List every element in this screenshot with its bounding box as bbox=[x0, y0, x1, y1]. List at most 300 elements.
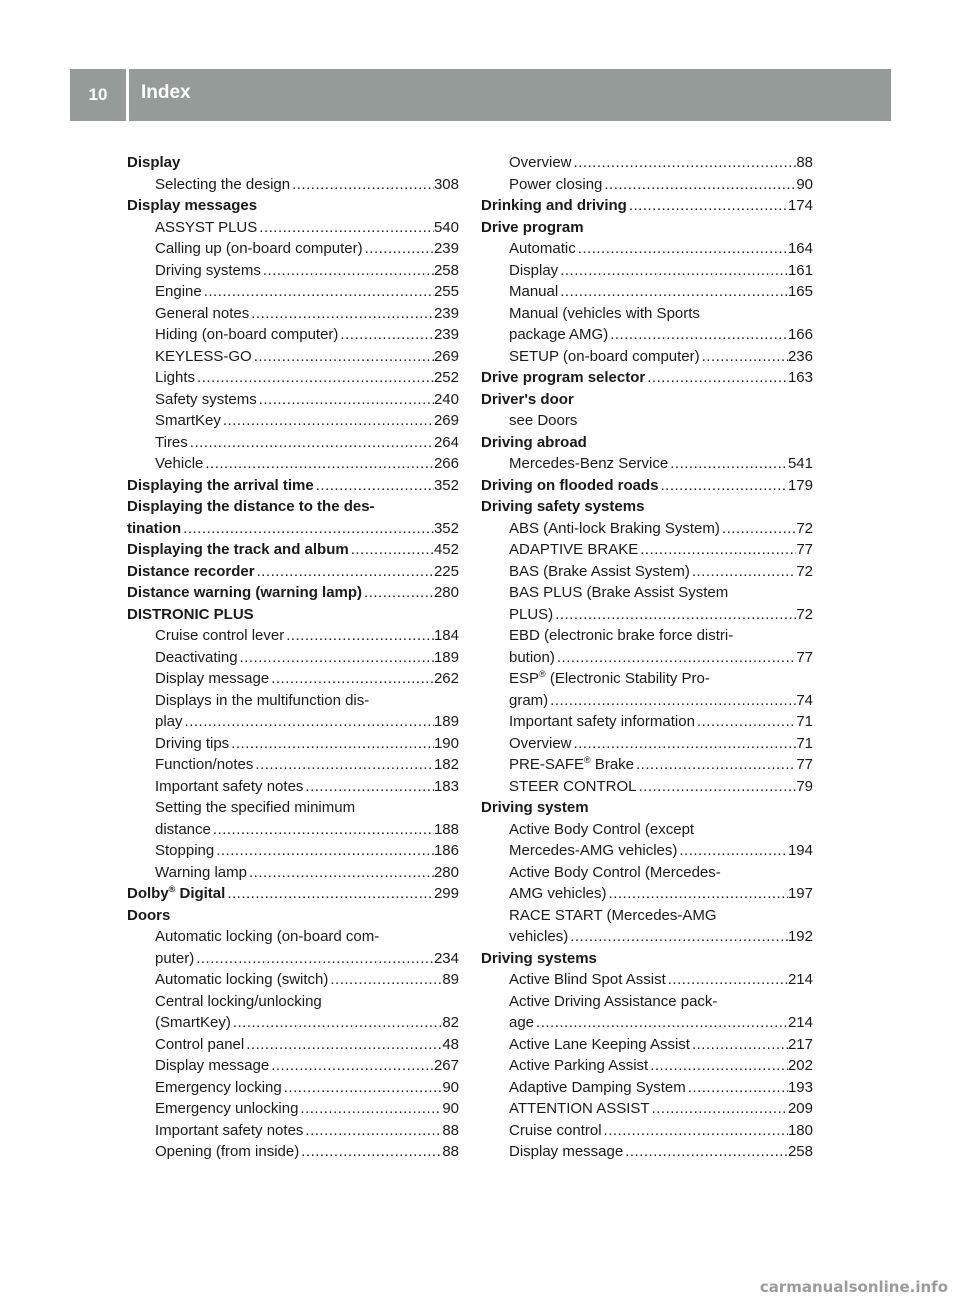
entry-label: Central locking/unlocking bbox=[155, 992, 322, 1010]
entry-label: tination bbox=[127, 519, 182, 537]
index-entry bbox=[481, 905, 813, 927]
entry-label: PLUS) bbox=[509, 605, 554, 623]
entry-text bbox=[509, 754, 634, 776]
entry-label: Mercedes-AMG vehicles) bbox=[509, 842, 678, 859]
dot-leader bbox=[572, 733, 797, 755]
entry-text bbox=[509, 840, 677, 862]
entry-text bbox=[509, 819, 694, 841]
entry-text bbox=[509, 238, 576, 260]
dot-leader bbox=[634, 754, 796, 776]
entry-text bbox=[481, 432, 587, 454]
entry-label: vehicles) bbox=[509, 928, 569, 945]
entry-label-suffix: Brake bbox=[590, 756, 635, 773]
entry-text bbox=[155, 324, 338, 346]
index-entry bbox=[481, 754, 813, 776]
entry-text bbox=[155, 840, 214, 862]
watermark: carmanualsonline.info bbox=[759, 1278, 948, 1296]
dot-leader bbox=[362, 582, 434, 604]
page-reference: 194 bbox=[787, 842, 813, 859]
page-reference: 280 bbox=[433, 863, 459, 881]
entry-label: Cruise control lever bbox=[155, 627, 285, 644]
page-reference: 352 bbox=[433, 519, 459, 537]
index-entry bbox=[481, 776, 813, 798]
page-reference: 90 bbox=[796, 175, 813, 193]
page-reference: 163 bbox=[787, 369, 813, 386]
index-entry bbox=[481, 969, 813, 991]
page-reference: 192 bbox=[787, 928, 813, 945]
entry-label: Emergency unlocking bbox=[155, 1100, 299, 1117]
page-reference: 197 bbox=[787, 885, 813, 902]
index-entry bbox=[481, 410, 813, 432]
index-entry bbox=[127, 905, 459, 927]
index-entry bbox=[481, 303, 813, 325]
page-reference: 72 bbox=[796, 605, 813, 623]
page-reference: 258 bbox=[787, 1143, 813, 1160]
index-entry bbox=[481, 453, 813, 475]
entry-label: Important safety notes bbox=[155, 777, 304, 795]
registered-mark: ® bbox=[584, 755, 591, 765]
index-entry bbox=[481, 797, 813, 819]
entry-label: Distance warning (warning lamp) bbox=[127, 584, 363, 601]
entry-label: Cruise control bbox=[509, 1121, 602, 1139]
entry-text bbox=[509, 410, 577, 432]
entry-label: Doors bbox=[127, 906, 171, 924]
index-entry bbox=[127, 926, 459, 948]
dot-leader bbox=[247, 862, 434, 884]
dot-leader bbox=[194, 948, 434, 970]
index-entry bbox=[481, 1120, 813, 1142]
index-entry bbox=[127, 303, 459, 325]
dot-leader bbox=[298, 1098, 442, 1120]
index-entry bbox=[481, 367, 813, 389]
entry-label: Active Parking Assist bbox=[509, 1057, 649, 1074]
entry-label: Warning lamp bbox=[155, 863, 247, 881]
dot-leader bbox=[720, 518, 796, 540]
entry-label: Display message bbox=[509, 1143, 624, 1160]
index-entry bbox=[127, 152, 459, 174]
entry-label: Adaptive Damping System bbox=[509, 1078, 686, 1096]
dot-leader bbox=[568, 926, 788, 948]
index-entry bbox=[481, 174, 813, 196]
entry-label: Automatic locking (on-board com- bbox=[155, 928, 380, 945]
dot-leader bbox=[700, 346, 788, 368]
index-entry bbox=[127, 1098, 459, 1120]
dot-leader bbox=[257, 217, 434, 239]
entry-text bbox=[509, 905, 717, 927]
entry-label-suffix: (Electronic Stability Pro- bbox=[545, 670, 710, 687]
dot-leader bbox=[203, 453, 434, 475]
entry-text bbox=[155, 711, 183, 733]
index-entry bbox=[481, 926, 813, 948]
page-reference: 267 bbox=[433, 1057, 459, 1074]
entry-label: Display bbox=[509, 261, 559, 279]
index-entry bbox=[481, 238, 813, 260]
index-entry bbox=[481, 1034, 813, 1056]
dot-leader bbox=[650, 1098, 788, 1120]
index-entry bbox=[481, 324, 813, 346]
index-entry bbox=[127, 1120, 459, 1142]
page-reference: 269 bbox=[433, 347, 459, 365]
entry-label: bution) bbox=[509, 648, 555, 666]
entry-label: General notes bbox=[155, 304, 250, 322]
entry-text bbox=[509, 1120, 602, 1142]
page-reference: 77 bbox=[796, 541, 813, 558]
index-entry bbox=[481, 690, 813, 712]
entry-label: Active Lane Keeping Assist bbox=[509, 1035, 690, 1053]
entry-text bbox=[481, 797, 589, 819]
entry-text bbox=[509, 1098, 650, 1120]
entry-label: BAS PLUS (Brake Assist System bbox=[509, 584, 729, 601]
entry-label: Automatic bbox=[509, 240, 576, 257]
page-reference: 79 bbox=[796, 777, 813, 795]
dot-leader bbox=[666, 969, 788, 991]
entry-label: Displaying the arrival time bbox=[127, 476, 314, 494]
index-entry bbox=[127, 1034, 459, 1056]
page-reference: 239 bbox=[433, 304, 459, 322]
page-reference: 193 bbox=[787, 1078, 813, 1096]
dot-leader bbox=[558, 260, 788, 282]
entry-label: BAS (Brake Assist System) bbox=[509, 562, 690, 580]
index-entry bbox=[127, 324, 459, 346]
index-entry bbox=[127, 840, 459, 862]
page-reference: 183 bbox=[433, 777, 459, 795]
index-entry bbox=[127, 346, 459, 368]
entry-label: (SmartKey) bbox=[155, 1014, 231, 1031]
dot-leader bbox=[648, 1055, 788, 1077]
dot-leader bbox=[638, 539, 796, 561]
entry-label: Driving system bbox=[481, 799, 589, 816]
dot-leader bbox=[553, 604, 796, 626]
entry-label: Driving abroad bbox=[481, 433, 587, 451]
page-reference: 161 bbox=[787, 261, 813, 279]
entry-text bbox=[155, 991, 322, 1013]
entry-text bbox=[155, 238, 363, 260]
index-entry bbox=[481, 1077, 813, 1099]
entry-text bbox=[127, 195, 257, 217]
dot-leader bbox=[363, 238, 434, 260]
index-entry bbox=[127, 690, 459, 712]
dot-leader bbox=[303, 1120, 442, 1142]
index-entry bbox=[481, 883, 813, 905]
page-reference: 48 bbox=[442, 1035, 459, 1053]
entry-text bbox=[509, 561, 690, 583]
entry-label: Dolby bbox=[127, 885, 169, 902]
dot-leader bbox=[249, 303, 434, 325]
entry-label-suffix: Digital bbox=[175, 885, 226, 902]
entry-text bbox=[155, 281, 202, 303]
dot-leader bbox=[269, 1055, 434, 1077]
entry-label: Active Body Control (except bbox=[509, 820, 695, 838]
entry-label: Drinking and driving bbox=[481, 197, 627, 214]
entry-text bbox=[155, 797, 355, 819]
entry-label: ESP bbox=[509, 670, 540, 687]
entry-label: Stopping bbox=[155, 842, 215, 859]
entry-text bbox=[127, 604, 254, 626]
dot-leader bbox=[195, 367, 434, 389]
page-reference: 202 bbox=[787, 1057, 813, 1074]
index-entry bbox=[127, 797, 459, 819]
entry-label: Driving tips bbox=[155, 734, 230, 752]
dot-leader bbox=[637, 776, 797, 798]
index-entry bbox=[481, 647, 813, 669]
entry-text bbox=[155, 432, 188, 454]
entry-text bbox=[509, 453, 668, 475]
page-reference: 174 bbox=[787, 197, 813, 214]
index-entry bbox=[481, 432, 813, 454]
entry-label: Driving systems bbox=[155, 261, 261, 279]
page-reference: 184 bbox=[433, 627, 459, 644]
entry-text bbox=[155, 754, 253, 776]
entry-text bbox=[127, 539, 349, 561]
page-number: 10 bbox=[88, 85, 108, 104]
index-entry bbox=[127, 1077, 459, 1099]
dot-leader bbox=[328, 969, 442, 991]
dot-leader bbox=[602, 174, 796, 196]
registered-mark: ® bbox=[539, 669, 546, 679]
entry-label: Power closing bbox=[509, 175, 603, 193]
index-entry bbox=[481, 389, 813, 411]
dot-leader bbox=[214, 840, 434, 862]
index-entry bbox=[127, 582, 459, 604]
page-reference: 189 bbox=[433, 713, 459, 730]
page-reference: 266 bbox=[433, 455, 459, 472]
entry-text bbox=[155, 819, 211, 841]
entry-text bbox=[155, 174, 290, 196]
index-entry bbox=[481, 260, 813, 282]
page-reference: 90 bbox=[442, 1100, 459, 1117]
entry-label: Function/notes bbox=[155, 756, 254, 773]
entry-label: play bbox=[155, 713, 183, 730]
page-reference: 299 bbox=[433, 885, 459, 902]
entry-label: Mercedes-Benz Service bbox=[509, 455, 669, 472]
entry-text bbox=[155, 1012, 231, 1034]
entry-text bbox=[155, 346, 252, 368]
index-entry bbox=[127, 754, 459, 776]
dot-leader bbox=[623, 1141, 788, 1163]
entry-text bbox=[155, 453, 203, 475]
entry-text bbox=[155, 862, 247, 884]
entry-text bbox=[509, 518, 720, 540]
entry-label: Engine bbox=[155, 283, 202, 300]
registered-mark: ® bbox=[168, 884, 176, 894]
entry-label: Display messages bbox=[127, 197, 258, 214]
entry-text bbox=[155, 647, 238, 669]
page-reference: 186 bbox=[433, 842, 459, 859]
entry-label: ABS (Anti-lock Braking System) bbox=[509, 519, 720, 537]
entry-label: Manual (vehicles with Sports bbox=[509, 304, 700, 322]
entry-label: Hiding (on-board computer) bbox=[155, 326, 339, 343]
page-reference: 240 bbox=[433, 390, 459, 408]
index-entry bbox=[127, 647, 459, 669]
index-entry bbox=[127, 1012, 459, 1034]
entry-text bbox=[155, 1034, 244, 1056]
entry-label: Deactivating bbox=[155, 648, 238, 666]
dot-leader bbox=[229, 733, 434, 755]
index-entry bbox=[127, 776, 459, 798]
entry-text bbox=[509, 926, 568, 948]
index-entry bbox=[127, 195, 459, 217]
entry-label: Drive program bbox=[481, 218, 584, 236]
entry-text bbox=[481, 496, 644, 518]
page-reference: 166 bbox=[787, 326, 813, 343]
dot-leader bbox=[244, 1034, 442, 1056]
entry-text bbox=[509, 862, 721, 884]
page-reference: 90 bbox=[442, 1078, 459, 1096]
entry-label: age bbox=[509, 1014, 535, 1031]
entry-text bbox=[509, 1034, 690, 1056]
dot-leader bbox=[668, 453, 788, 475]
page-reference: 452 bbox=[433, 541, 459, 558]
entry-text bbox=[155, 1077, 282, 1099]
page-reference: 88 bbox=[442, 1143, 459, 1160]
entry-label: Manual bbox=[509, 283, 559, 300]
entry-text bbox=[127, 518, 181, 540]
index-entry bbox=[127, 217, 459, 239]
index-entry bbox=[481, 840, 813, 862]
entry-label: Emergency locking bbox=[155, 1078, 282, 1096]
index-entry bbox=[481, 152, 813, 174]
page-reference: 255 bbox=[433, 283, 459, 300]
dot-leader bbox=[188, 432, 434, 454]
entry-label: STEER CONTROL bbox=[509, 777, 637, 795]
index-entry bbox=[481, 346, 813, 368]
index-entry bbox=[481, 819, 813, 841]
index-entry bbox=[127, 969, 459, 991]
dot-leader bbox=[677, 840, 788, 862]
index-entry bbox=[127, 711, 459, 733]
entry-text bbox=[509, 776, 637, 798]
entry-label: Driving safety systems bbox=[481, 498, 645, 515]
dot-leader bbox=[690, 1034, 788, 1056]
entry-label: see Doors bbox=[509, 412, 578, 429]
page-reference: 71 bbox=[796, 713, 813, 730]
entry-text bbox=[509, 324, 608, 346]
entry-label: Control panel bbox=[155, 1035, 245, 1053]
page-reference: 217 bbox=[787, 1035, 813, 1053]
entry-text bbox=[127, 582, 362, 604]
entry-label: SETUP (on-board computer) bbox=[509, 347, 700, 365]
entry-text bbox=[509, 539, 638, 561]
page-reference: 182 bbox=[433, 756, 459, 773]
entry-text bbox=[481, 948, 597, 970]
entry-label: SmartKey bbox=[155, 412, 221, 429]
dot-leader bbox=[225, 883, 434, 905]
page-reference: 225 bbox=[433, 562, 459, 580]
entry-text bbox=[127, 905, 170, 927]
index-entry bbox=[481, 475, 813, 497]
entry-text bbox=[155, 389, 257, 411]
index-entry bbox=[481, 518, 813, 540]
entry-label: Displaying the track and album bbox=[127, 541, 349, 558]
entry-text bbox=[155, 1055, 269, 1077]
entry-text bbox=[481, 389, 574, 411]
index-entry bbox=[127, 883, 459, 905]
dot-leader bbox=[608, 324, 788, 346]
dot-leader bbox=[269, 668, 434, 690]
entry-label: Lights bbox=[155, 369, 196, 386]
dot-leader bbox=[572, 152, 797, 174]
entry-label: Opening (from inside) bbox=[155, 1143, 300, 1160]
entry-text bbox=[481, 195, 627, 217]
entry-text bbox=[509, 260, 558, 282]
entry-label: AMG vehicles) bbox=[509, 885, 607, 902]
index-entry bbox=[127, 862, 459, 884]
index-entry bbox=[127, 389, 459, 411]
entry-text bbox=[509, 1077, 686, 1099]
page-reference: 180 bbox=[787, 1121, 813, 1139]
page-reference: 72 bbox=[796, 519, 813, 537]
page-reference: 82 bbox=[442, 1014, 459, 1031]
entry-text bbox=[155, 217, 257, 239]
index-entry bbox=[481, 604, 813, 626]
dot-leader bbox=[299, 1141, 442, 1163]
entry-label: Selecting the design bbox=[155, 175, 291, 193]
index-entry bbox=[481, 711, 813, 733]
entry-label: Driving systems bbox=[481, 949, 597, 967]
entry-text bbox=[127, 883, 225, 905]
page-reference: 77 bbox=[796, 756, 813, 773]
entry-text bbox=[509, 969, 666, 991]
index-entry bbox=[481, 1012, 813, 1034]
dot-leader bbox=[627, 195, 788, 217]
entry-text bbox=[155, 367, 195, 389]
entry-text bbox=[509, 281, 558, 303]
entry-label: Important safety notes bbox=[155, 1121, 304, 1139]
page-reference: 234 bbox=[433, 949, 459, 967]
entry-text bbox=[155, 776, 303, 798]
dot-leader bbox=[282, 1077, 443, 1099]
page-reference: 88 bbox=[796, 154, 813, 171]
entry-text bbox=[481, 367, 645, 389]
entry-text bbox=[509, 883, 607, 905]
entry-text bbox=[509, 152, 572, 174]
entry-text bbox=[509, 1141, 623, 1163]
index-entry bbox=[127, 1141, 459, 1163]
entry-text bbox=[127, 152, 180, 174]
entry-text bbox=[155, 625, 284, 647]
entry-text bbox=[155, 303, 249, 325]
index-entry bbox=[127, 668, 459, 690]
dot-leader bbox=[238, 647, 434, 669]
dot-leader bbox=[576, 238, 788, 260]
dot-leader bbox=[183, 711, 434, 733]
entry-text bbox=[155, 1120, 303, 1142]
entry-label: Display message bbox=[155, 1057, 270, 1074]
page-reference: 71 bbox=[796, 734, 813, 752]
entry-label: Driving on flooded roads bbox=[481, 476, 659, 494]
entry-label: puter) bbox=[155, 949, 195, 967]
index-entry bbox=[481, 862, 813, 884]
index-entry bbox=[481, 281, 813, 303]
dot-leader bbox=[607, 883, 788, 905]
dot-leader bbox=[659, 475, 788, 497]
index-entry bbox=[481, 1098, 813, 1120]
entry-label: package AMG) bbox=[509, 326, 609, 343]
dot-leader bbox=[290, 174, 434, 196]
index-entry bbox=[127, 367, 459, 389]
index-entry bbox=[481, 733, 813, 755]
dot-leader bbox=[645, 367, 788, 389]
dot-leader bbox=[261, 260, 434, 282]
entry-label: Overview bbox=[509, 154, 572, 171]
index-entry bbox=[127, 561, 459, 583]
dot-leader bbox=[349, 539, 434, 561]
entry-text bbox=[127, 496, 375, 518]
entry-text bbox=[155, 948, 194, 970]
entry-label: Displaying the distance to the des- bbox=[127, 498, 375, 515]
page-reference: 89 bbox=[442, 971, 459, 988]
dot-leader bbox=[284, 625, 434, 647]
